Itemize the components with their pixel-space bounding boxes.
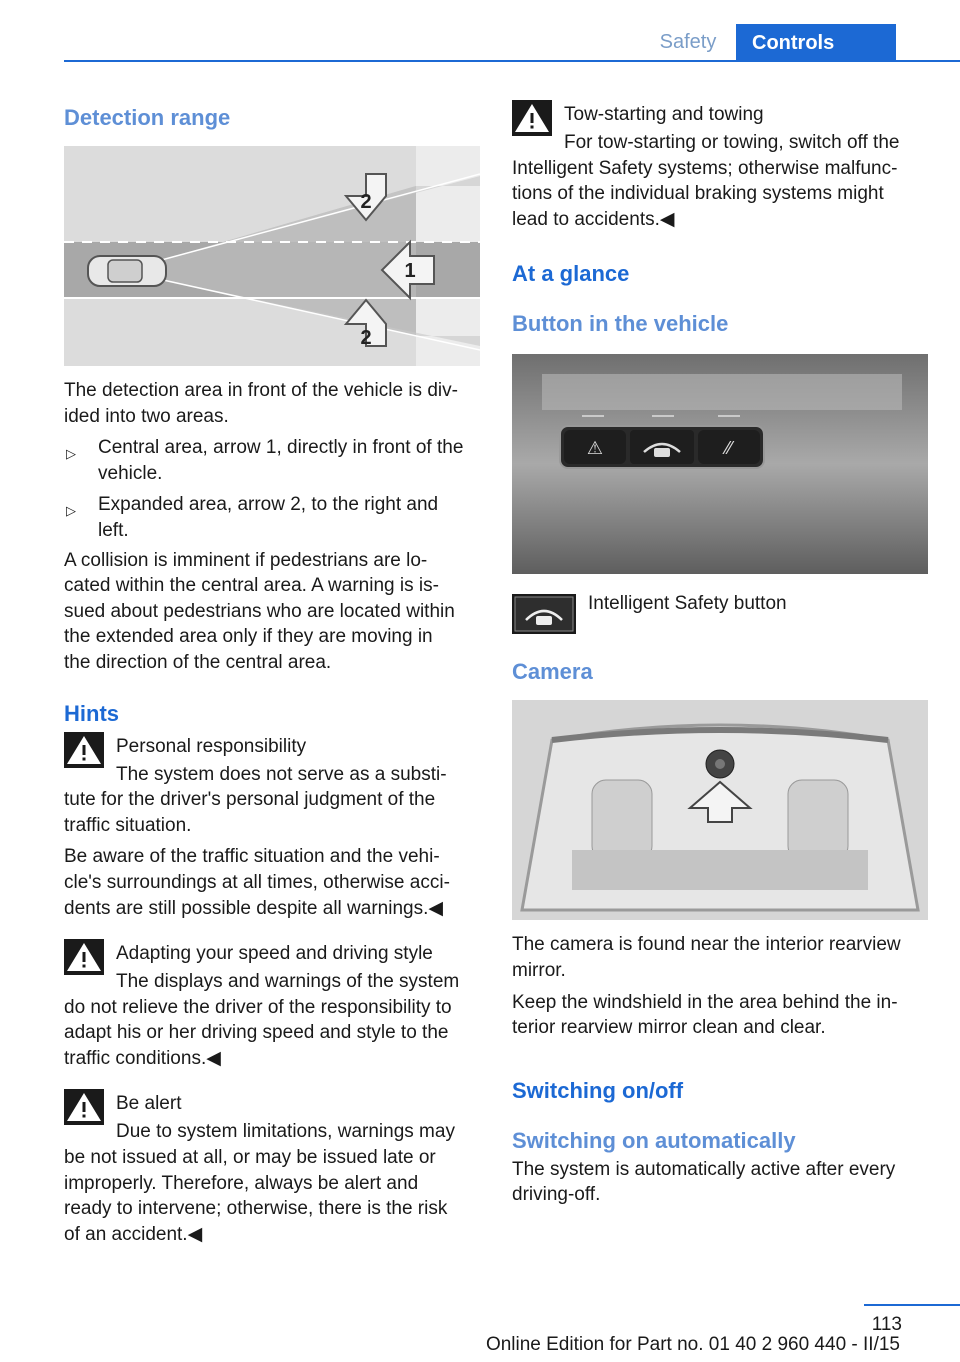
text-line: For tow-starting or towing, switch off the bbox=[564, 132, 900, 153]
warning-adapting-speed bbox=[64, 939, 480, 1071]
car-icon bbox=[88, 256, 166, 286]
camera-illustration bbox=[512, 700, 928, 920]
warning-title: Personal responsibility bbox=[116, 735, 307, 757]
lane-warning-icon: ⁄⁄ bbox=[725, 438, 733, 459]
button-in-vehicle-heading: Button in the vehicle bbox=[512, 311, 729, 337]
bullet-triangle-icon: ▷ bbox=[66, 503, 76, 519]
camera-photo bbox=[512, 700, 928, 920]
text-line: the extended area only if they are moving in bbox=[64, 626, 433, 648]
list-item-text: Central area, arrow 1, directly in front of the bbox=[98, 437, 464, 459]
warning-triangle-icon bbox=[64, 1089, 104, 1125]
button-panel-illustration bbox=[512, 354, 928, 574]
warning-be-alert bbox=[64, 1089, 480, 1247]
text-line: traffic situation. bbox=[64, 814, 192, 836]
text-line: The system does not serve as a substi‐ bbox=[116, 763, 447, 785]
warning-personal-responsibility bbox=[64, 732, 480, 922]
text-line: Due to system limitations, warnings may bbox=[116, 1121, 455, 1143]
switching-heading: Switching on/off bbox=[512, 1077, 684, 1103]
text-line: do not relieve the driver of the responsibility to bbox=[64, 996, 452, 1018]
at-a-glance-heading: At a glance bbox=[512, 261, 630, 287]
footer-edition: Online Edition for Part no. 01 40 2 960 440 - II/15 bbox=[485, 1334, 900, 1355]
text-line: sued about pedestrians who are located within bbox=[64, 600, 455, 622]
warning-triangle-icon bbox=[64, 939, 104, 975]
intelligent-safety-button-icon bbox=[512, 594, 576, 634]
detection-range-diagram bbox=[64, 146, 480, 366]
collision-paragraph bbox=[64, 548, 480, 676]
header-tab-controls: Controls bbox=[736, 24, 896, 62]
button-caption: Intelligent Safety button bbox=[588, 593, 787, 615]
auto-paragraph bbox=[512, 1157, 928, 1208]
text-line: the direction of the central area. bbox=[64, 651, 332, 673]
text-line: driving-off. bbox=[512, 1184, 601, 1206]
text-line: The displays and warnings of the system bbox=[116, 971, 460, 993]
warning-triangle-icon bbox=[64, 732, 104, 768]
text-line: ready to intervene; otherwise, there is the risk bbox=[64, 1198, 448, 1220]
arrow-label-1: 1 bbox=[404, 260, 416, 282]
list-item-text: vehicle. bbox=[98, 462, 163, 484]
area-list bbox=[64, 435, 480, 543]
arrow-label-2-top: 2 bbox=[360, 191, 372, 213]
text-line: terior rearview mirror clean and clear. bbox=[512, 1017, 826, 1039]
text-line: cle's surroundings at all times, otherwise acci‐ bbox=[64, 871, 450, 893]
warning-triangle-icon bbox=[512, 100, 552, 136]
camera-paragraph bbox=[512, 932, 928, 1040]
warning-body bbox=[512, 130, 928, 232]
text-line: tions of the individual braking systems might bbox=[512, 183, 884, 205]
list-item bbox=[64, 492, 480, 543]
text-line: of an accident.◀ bbox=[64, 1223, 203, 1245]
page-number: 113 bbox=[871, 1314, 902, 1335]
list-item bbox=[64, 435, 480, 486]
arrow-label-2-bottom: 2 bbox=[360, 327, 372, 349]
text-line: lead to accidents.◀ bbox=[512, 208, 675, 230]
pedestrian-warning-icon: ⚠ bbox=[586, 438, 604, 459]
text-line: tute for the driver's personal judgment of the bbox=[64, 789, 436, 811]
text-line: improperly. Therefore, always be alert and bbox=[64, 1172, 419, 1194]
hints-heading: Hints bbox=[64, 700, 119, 726]
text-line: The system is automatically active after every bbox=[512, 1158, 896, 1180]
detection-intro-line: ided into two areas. bbox=[64, 405, 229, 427]
warning-title: Be alert bbox=[116, 1093, 182, 1115]
warning-tow-starting bbox=[512, 100, 928, 232]
switching-auto-heading: Switching on automatically bbox=[512, 1127, 796, 1153]
button-caption-row bbox=[512, 594, 928, 638]
text-line: traffic conditions.◀ bbox=[64, 1047, 221, 1069]
bullet-triangle-icon: ▷ bbox=[66, 446, 76, 462]
header-tab-safety: Safety bbox=[659, 31, 717, 53]
button-photo bbox=[512, 354, 928, 574]
list-item-text: left. bbox=[98, 519, 129, 541]
text-line: be not issued at all, or may be issued late or bbox=[64, 1147, 436, 1169]
footer-rule bbox=[864, 1304, 960, 1306]
detection-range-heading: Detection range bbox=[64, 105, 231, 130]
text-line: cated within the central area. A warning is is‐ bbox=[64, 575, 439, 597]
text-line: Keep the windshield in the area behind the in‐ bbox=[512, 991, 898, 1013]
text-line: Be aware of the traffic situation and the vehi‐ bbox=[64, 846, 440, 868]
detection-intro-line: The detection area in front of the vehicle is div‐ bbox=[64, 380, 458, 401]
text-line: mirror. bbox=[512, 959, 566, 981]
warning-body bbox=[64, 762, 480, 922]
warning-title: Tow-starting and towing bbox=[564, 104, 764, 125]
list-item-text: Expanded area, arrow 2, to the right and bbox=[98, 494, 439, 516]
detection-intro bbox=[64, 378, 480, 429]
detection-range-figure bbox=[64, 146, 480, 366]
warning-body bbox=[64, 969, 480, 1071]
right-column bbox=[512, 100, 928, 1208]
warning-body bbox=[64, 1119, 480, 1247]
header-rule bbox=[64, 60, 960, 62]
text-line: adapt his or her driving speed and style to the bbox=[64, 1022, 449, 1044]
camera-heading: Camera bbox=[512, 659, 593, 685]
warning-title: Adapting your speed and driving style bbox=[116, 943, 433, 965]
text-line: Intelligent Safety systems; otherwise malfunc‐ bbox=[512, 157, 898, 179]
text-line: A collision is imminent if pedestrians are lo‐ bbox=[64, 549, 428, 571]
text-line: The camera is found near the interior rearview bbox=[512, 934, 901, 956]
left-column bbox=[64, 100, 480, 1247]
text-line: dents are still possible despite all warnings.◀ bbox=[64, 897, 443, 919]
